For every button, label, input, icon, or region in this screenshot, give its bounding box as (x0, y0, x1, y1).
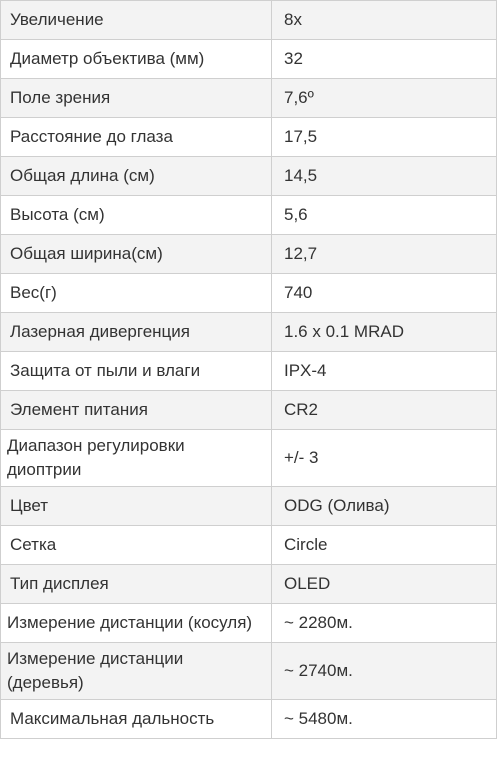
spec-label: Тип дисплея (1, 565, 272, 604)
spec-value: ~ 2280м. (272, 604, 497, 643)
spec-label: Измерение дистанции (косуля) (1, 604, 272, 643)
spec-label: Измерение дистанции (деревья) (1, 643, 272, 700)
table-row (1, 235, 497, 274)
spec-value: 1.6 x 0.1 MRAD (272, 313, 497, 352)
spec-label: Максимальная дальность (1, 700, 272, 739)
spec-label: Вес(г) (1, 274, 272, 313)
table-row (1, 352, 497, 391)
table-row (1, 1, 497, 40)
spec-value: 7,6º (272, 79, 497, 118)
spec-value: 740 (272, 274, 497, 313)
spec-value: ~ 2740м. (272, 643, 497, 700)
spec-value: +/- 3 (272, 430, 497, 487)
spec-label: Расстояние до глаза (1, 118, 272, 157)
table-row (1, 157, 497, 196)
table-row (1, 565, 497, 604)
table-row (1, 40, 497, 79)
table-row (1, 391, 497, 430)
table-row (1, 118, 497, 157)
spec-label: Поле зрения (1, 79, 272, 118)
table-row (1, 313, 497, 352)
spec-value: 17,5 (272, 118, 497, 157)
table-row (1, 700, 497, 739)
table-row (1, 196, 497, 235)
spec-label: Элемент питания (1, 391, 272, 430)
spec-label: Диапазон регулировки диоптрии (1, 430, 272, 487)
spec-label: Высота (см) (1, 196, 272, 235)
table-row (1, 604, 497, 643)
spec-value: 14,5 (272, 157, 497, 196)
spec-label: Увеличение (1, 1, 272, 40)
spec-label: Общая длина (см) (1, 157, 272, 196)
table-row (1, 487, 497, 526)
spec-value: 8x (272, 1, 497, 40)
spec-label: Цвет (1, 487, 272, 526)
spec-label: Лазерная дивергенция (1, 313, 272, 352)
table-row (1, 643, 497, 700)
spec-value: 5,6 (272, 196, 497, 235)
spec-value: OLED (272, 565, 497, 604)
spec-value: 12,7 (272, 235, 497, 274)
spec-value: 32 (272, 40, 497, 79)
specifications-body (1, 1, 497, 739)
table-row (1, 526, 497, 565)
table-row (1, 274, 497, 313)
spec-label: Защита от пыли и влаги (1, 352, 272, 391)
spec-label: Диаметр объектива (мм) (1, 40, 272, 79)
spec-label: Общая ширина(см) (1, 235, 272, 274)
spec-value: ~ 5480м. (272, 700, 497, 739)
spec-value: IPX-4 (272, 352, 497, 391)
spec-label: Сетка (1, 526, 272, 565)
table-row (1, 430, 497, 487)
spec-value: ODG (Олива) (272, 487, 497, 526)
table-row (1, 79, 497, 118)
spec-value: CR2 (272, 391, 497, 430)
spec-value: Circle (272, 526, 497, 565)
